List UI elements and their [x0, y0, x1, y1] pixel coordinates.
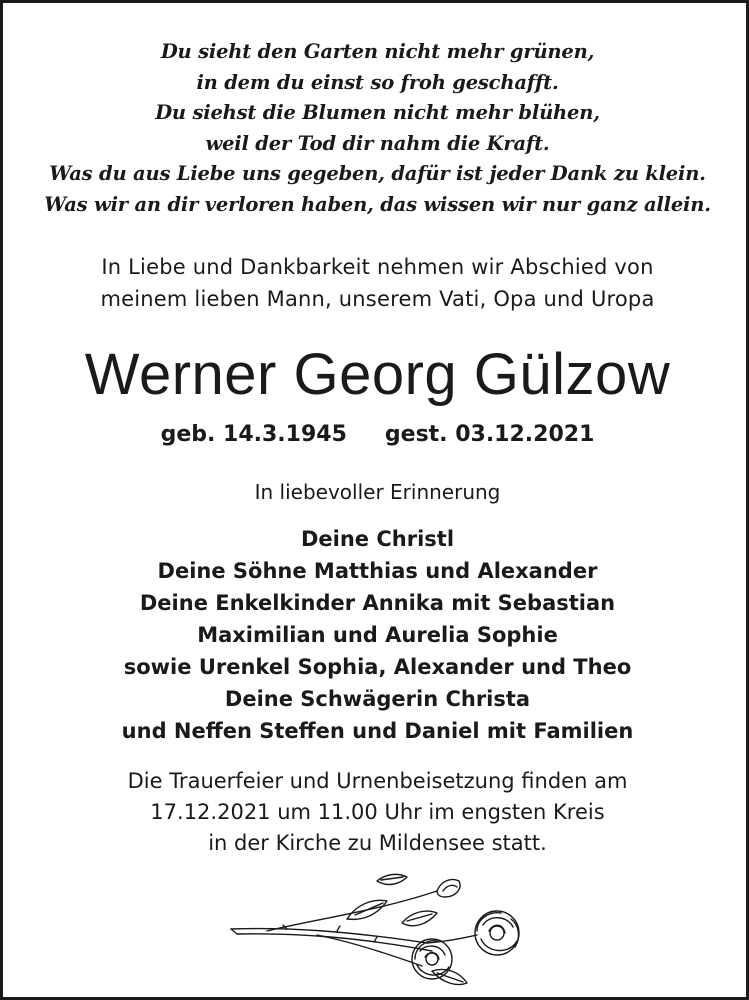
ceremony-info	[3, 766, 749, 859]
ceremony-line: in der Kirche zu Mildensee statt.	[208, 831, 547, 855]
poem	[3, 37, 749, 220]
mourner-line: sowie Urenkel Sophia, Alexander und Theo	[123, 655, 632, 679]
poem-line: Was wir an dir verloren haben, das wissen wir nur ganz allein.	[44, 192, 711, 216]
mourner-line: Deine Enkelkinder Annika mit Sebastian	[139, 591, 616, 615]
mourner-line: Deine Schwägerin Christa	[224, 687, 531, 711]
mourner-line: Deine Christl	[300, 527, 455, 551]
poem-line: weil der Tod dir nahm die Kraft.	[205, 131, 550, 155]
mourner-line: und Neffen Steffen und Daniel mit Familien	[121, 719, 634, 743]
poem-line: Du siehst die Blumen nicht mehr blühen,	[155, 101, 600, 124]
poem-line: Was du aus Liebe uns gegeben, dafür ist jeder Dank zu klein.	[49, 162, 706, 185]
ceremony-line: 17.12.2021 um 11.00 Uhr im engsten Kreis	[150, 800, 605, 824]
roses-icon	[227, 871, 537, 996]
mourner-line: Maximilian und Aurelia Sophie	[197, 623, 558, 647]
poem-line: Du sieht den Garten nicht mehr grünen,	[160, 40, 595, 63]
death-date: gest. 03.12.2021	[384, 422, 595, 447]
intro-line: In Liebe und Dankbarkeit nehmen wir Abschied von	[101, 255, 654, 279]
deceased-name: Werner Georg Gülzow	[84, 342, 671, 407]
intro-line: meinem lieben Mann, unserem Vati, Opa und Uropa	[100, 287, 655, 311]
mourners-list	[3, 523, 749, 747]
poem-line: in dem du einst so froh geschafft.	[196, 70, 559, 94]
mourner-line: Deine Söhne Matthias und Alexander	[157, 559, 598, 583]
life-dates	[3, 419, 749, 451]
birth-date: geb. 14.3.1945	[160, 422, 347, 447]
memory-line: In liebevoller Erinnerung	[254, 480, 501, 504]
farewell-intro	[3, 251, 749, 315]
ceremony-line: Die Trauerfeier und Urnenbeisetzung finden am	[127, 769, 628, 793]
